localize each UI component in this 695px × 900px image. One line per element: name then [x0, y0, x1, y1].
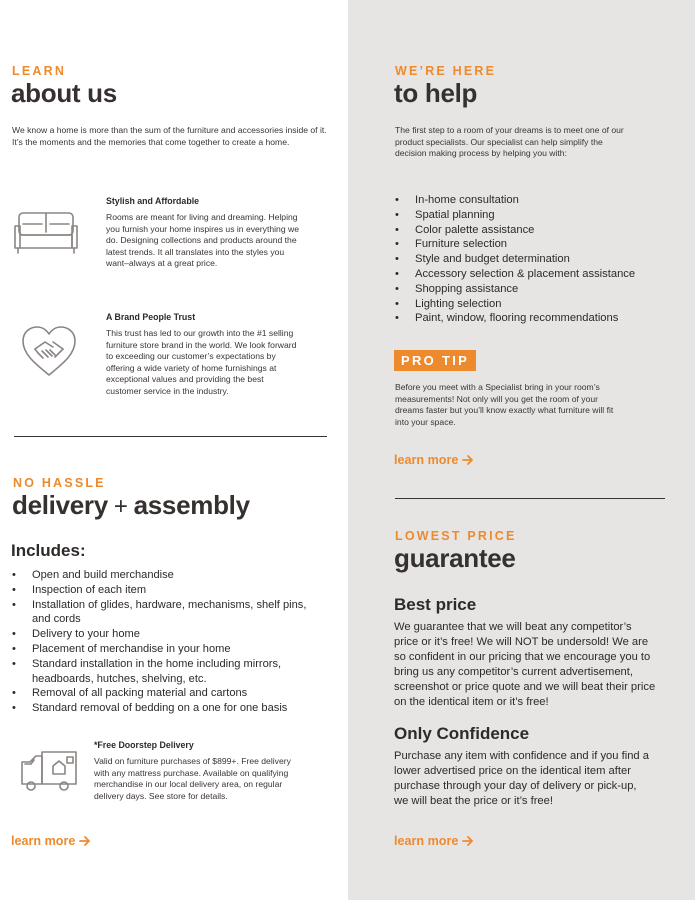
- delivery-title-a: delivery: [12, 490, 108, 520]
- list-item: • Placement of merchandise in your home: [12, 642, 312, 657]
- price-learn-more-link[interactable]: [394, 834, 474, 848]
- about-intro: We know a home is more than the sum of the furniture and accessories inside of it. It’s the moments and the memories that come together to create a home.: [12, 125, 327, 147]
- delivery-eyebrow: NO HASSLE: [13, 476, 106, 490]
- list-item: • Spatial planning: [395, 208, 685, 223]
- right-divider: [395, 498, 665, 499]
- free-delivery-title: *Free Doorstep Delivery: [94, 740, 194, 750]
- list-item: • Standard removal of bedding on a one for one basis: [12, 701, 312, 716]
- learn-more-label: learn more: [394, 834, 459, 848]
- feature-text-stylish: Rooms are meant for living and dreaming. Helping you furnish your home inspires us in everything we do. Designing collections and products around the latest trends. It all translates into the styles you want–always at a great price.: [106, 212, 299, 269]
- pro-tip-badge: PRO TIP: [394, 350, 476, 371]
- help-list: [395, 193, 685, 326]
- confidence-text: Purchase any item with confidence and if you find a lower advertised price on the identical item after purchase through your day of delivery or pick-up, we will beat the price or it’s free!: [394, 750, 649, 807]
- list-item: • Removal of all packing material and cartons: [12, 686, 312, 701]
- list-item: • Accessory selection & placement assistance: [395, 267, 685, 282]
- list-item: • In-home consultation: [395, 193, 685, 208]
- price-title: guarantee: [394, 543, 516, 573]
- arrow-right-icon: [462, 454, 474, 466]
- delivery-title: [12, 490, 250, 521]
- delivery-learn-more-link[interactable]: [11, 834, 91, 848]
- free-delivery-text: Valid on furniture purchases of $899+. Free delivery with any mattress purchase. Available on qualifying merchandise in our local delivery area, on regular delivery days. See store for details.: [94, 756, 291, 801]
- learn-more-label: learn more: [11, 834, 76, 848]
- pro-tip-text: Before you meet with a Specialist bring in your room’s measurements! Not only will you get the room of your dreams faster but you’ll know exactly what furniture will fit into your space.: [395, 382, 614, 427]
- delivery-title-plus: +: [113, 493, 128, 520]
- feature-text-trust: This trust has led to our growth into the #1 selling furniture store brand in the world. We look forward to exceeding our customer’s expectations by offering a wide variety of home furnishings at exceptional values and providing the best customer service in the industry.: [106, 328, 297, 396]
- list-item: • Lighting selection: [395, 297, 685, 312]
- list-item: • Delivery to your home: [12, 627, 312, 642]
- delivery-title-b: assembly: [133, 490, 250, 520]
- feature-title-stylish: Stylish and Affordable: [106, 196, 200, 206]
- list-item: • Paint, window, flooring recommendations: [395, 311, 685, 326]
- arrow-right-icon: [462, 835, 474, 847]
- list-item: • Furniture selection: [395, 237, 685, 252]
- list-item: • Inspection of each item: [12, 583, 312, 598]
- list-item: • Shopping assistance: [395, 282, 685, 297]
- sofa-icon: [13, 210, 79, 256]
- learn-more-label: learn more: [394, 453, 459, 467]
- delivery-list: [12, 568, 312, 716]
- list-item: • Style and budget determination: [395, 252, 685, 267]
- price-eyebrow: LOWEST PRICE: [395, 529, 517, 543]
- list-item: • Installation of glides, hardware, mechanisms, shelf pins, and cords: [12, 598, 312, 628]
- help-learn-more-link[interactable]: [394, 453, 474, 467]
- best-price-text: We guarantee that we will beat any competitor’s price or it’s free! We will NOT be undersold! We are so confident in our pricing that we encourage you to bring us any competitor’s current advertisement, screenshot or price quote and we will beat their price on the identical item or it’s free!: [394, 621, 656, 708]
- handshake-heart-icon: [21, 325, 77, 377]
- includes-label: Includes:: [11, 541, 86, 560]
- confidence-title: Only Confidence: [394, 724, 530, 743]
- list-item: • Color palette assistance: [395, 223, 685, 238]
- list-item: • Standard installation in the home including mirrors, headboards, hutches, shelving, etc.: [12, 657, 312, 687]
- best-price-title: Best price: [394, 595, 477, 614]
- about-eyebrow: LEARN: [12, 64, 67, 78]
- left-divider: [14, 436, 327, 437]
- feature-title-trust: A Brand People Trust: [106, 312, 196, 322]
- help-intro: The first step to a room of your dreams is to meet one of our product specialists. Our specialist can help simplify the decision making process by helping you with:: [395, 125, 624, 159]
- list-item: • Open and build merchandise: [12, 568, 312, 583]
- arrow-right-icon: [79, 835, 91, 847]
- help-title: to help: [394, 78, 478, 108]
- help-eyebrow: WE’RE HERE: [395, 64, 497, 78]
- about-title: about us: [11, 78, 117, 108]
- delivery-truck-icon: [20, 748, 78, 792]
